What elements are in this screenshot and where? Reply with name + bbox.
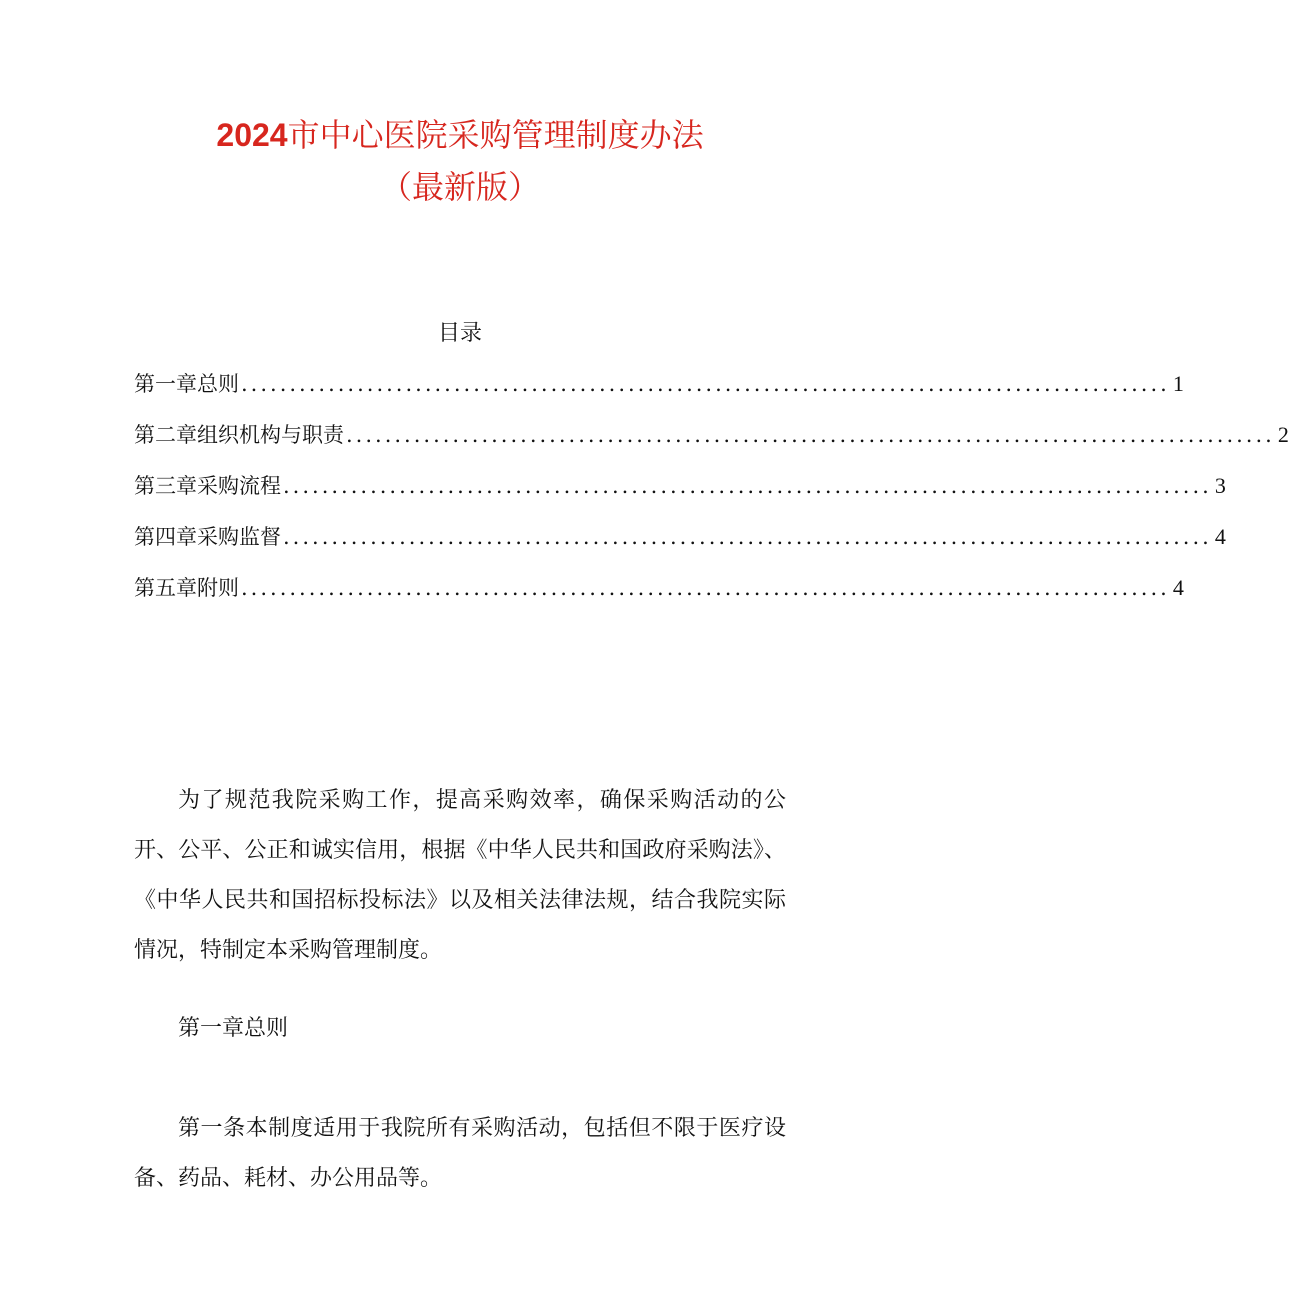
toc-item[interactable]: [134, 521, 1226, 572]
toc-item-label: 第二章组织机构与职责: [134, 423, 344, 447]
toc-item-label: 第一章总则: [134, 372, 239, 396]
title-subtitle: （最新版）: [379, 168, 540, 206]
toc-item-page: 4: [1214, 524, 1226, 549]
toc-item-label: 第五章附则: [134, 576, 239, 600]
chapter-heading: 第一章总则: [178, 1016, 289, 1041]
article-paragraph: 第一条本制度适用于我院所有采购活动，包括但不限于医疗设备、药品、耗材、办公用品等。: [134, 1116, 786, 1191]
toc-leader-dots: ................................................................................................: [283, 474, 1212, 498]
toc-item-label: 第四章采购监督: [134, 525, 281, 549]
toc-item[interactable]: [134, 419, 1289, 470]
toc-item-label: 第三章采购流程: [134, 474, 281, 498]
title-year: 2024: [216, 117, 288, 153]
document-title: [0, 112, 920, 210]
toc-leader-dots: ................................................................................................: [241, 372, 1170, 396]
toc-item-page: 3: [1214, 473, 1226, 498]
toc-item[interactable]: [134, 470, 1226, 521]
toc-leader-dots: ................................................................................................: [241, 576, 1170, 600]
toc-item-page: 4: [1172, 575, 1184, 600]
title-text: 市中心医院采购管理制度办法: [287, 116, 704, 154]
intro-paragraph: 为了规范我院采购工作，提高采购效率，确保采购活动的公开、公平、公正和诚实信用，根据《中华人民共和国政府采购法》、《中华人民共和国招标投标法》以及相关法律法规，结合我院实际情况，特制定本采购管理制度。: [134, 788, 786, 963]
table-of-contents: [134, 368, 1289, 623]
toc-leader-dots: ................................................................................................: [283, 525, 1212, 549]
toc-item[interactable]: [134, 572, 1184, 623]
toc-item-page: 2: [1277, 422, 1289, 447]
title-main-line: [0, 112, 920, 158]
toc-item-page: 1: [1172, 371, 1184, 396]
toc-item[interactable]: [134, 368, 1184, 419]
toc-leader-dots: ................................................................................................: [346, 423, 1275, 447]
toc-heading: 目录: [437, 321, 482, 346]
